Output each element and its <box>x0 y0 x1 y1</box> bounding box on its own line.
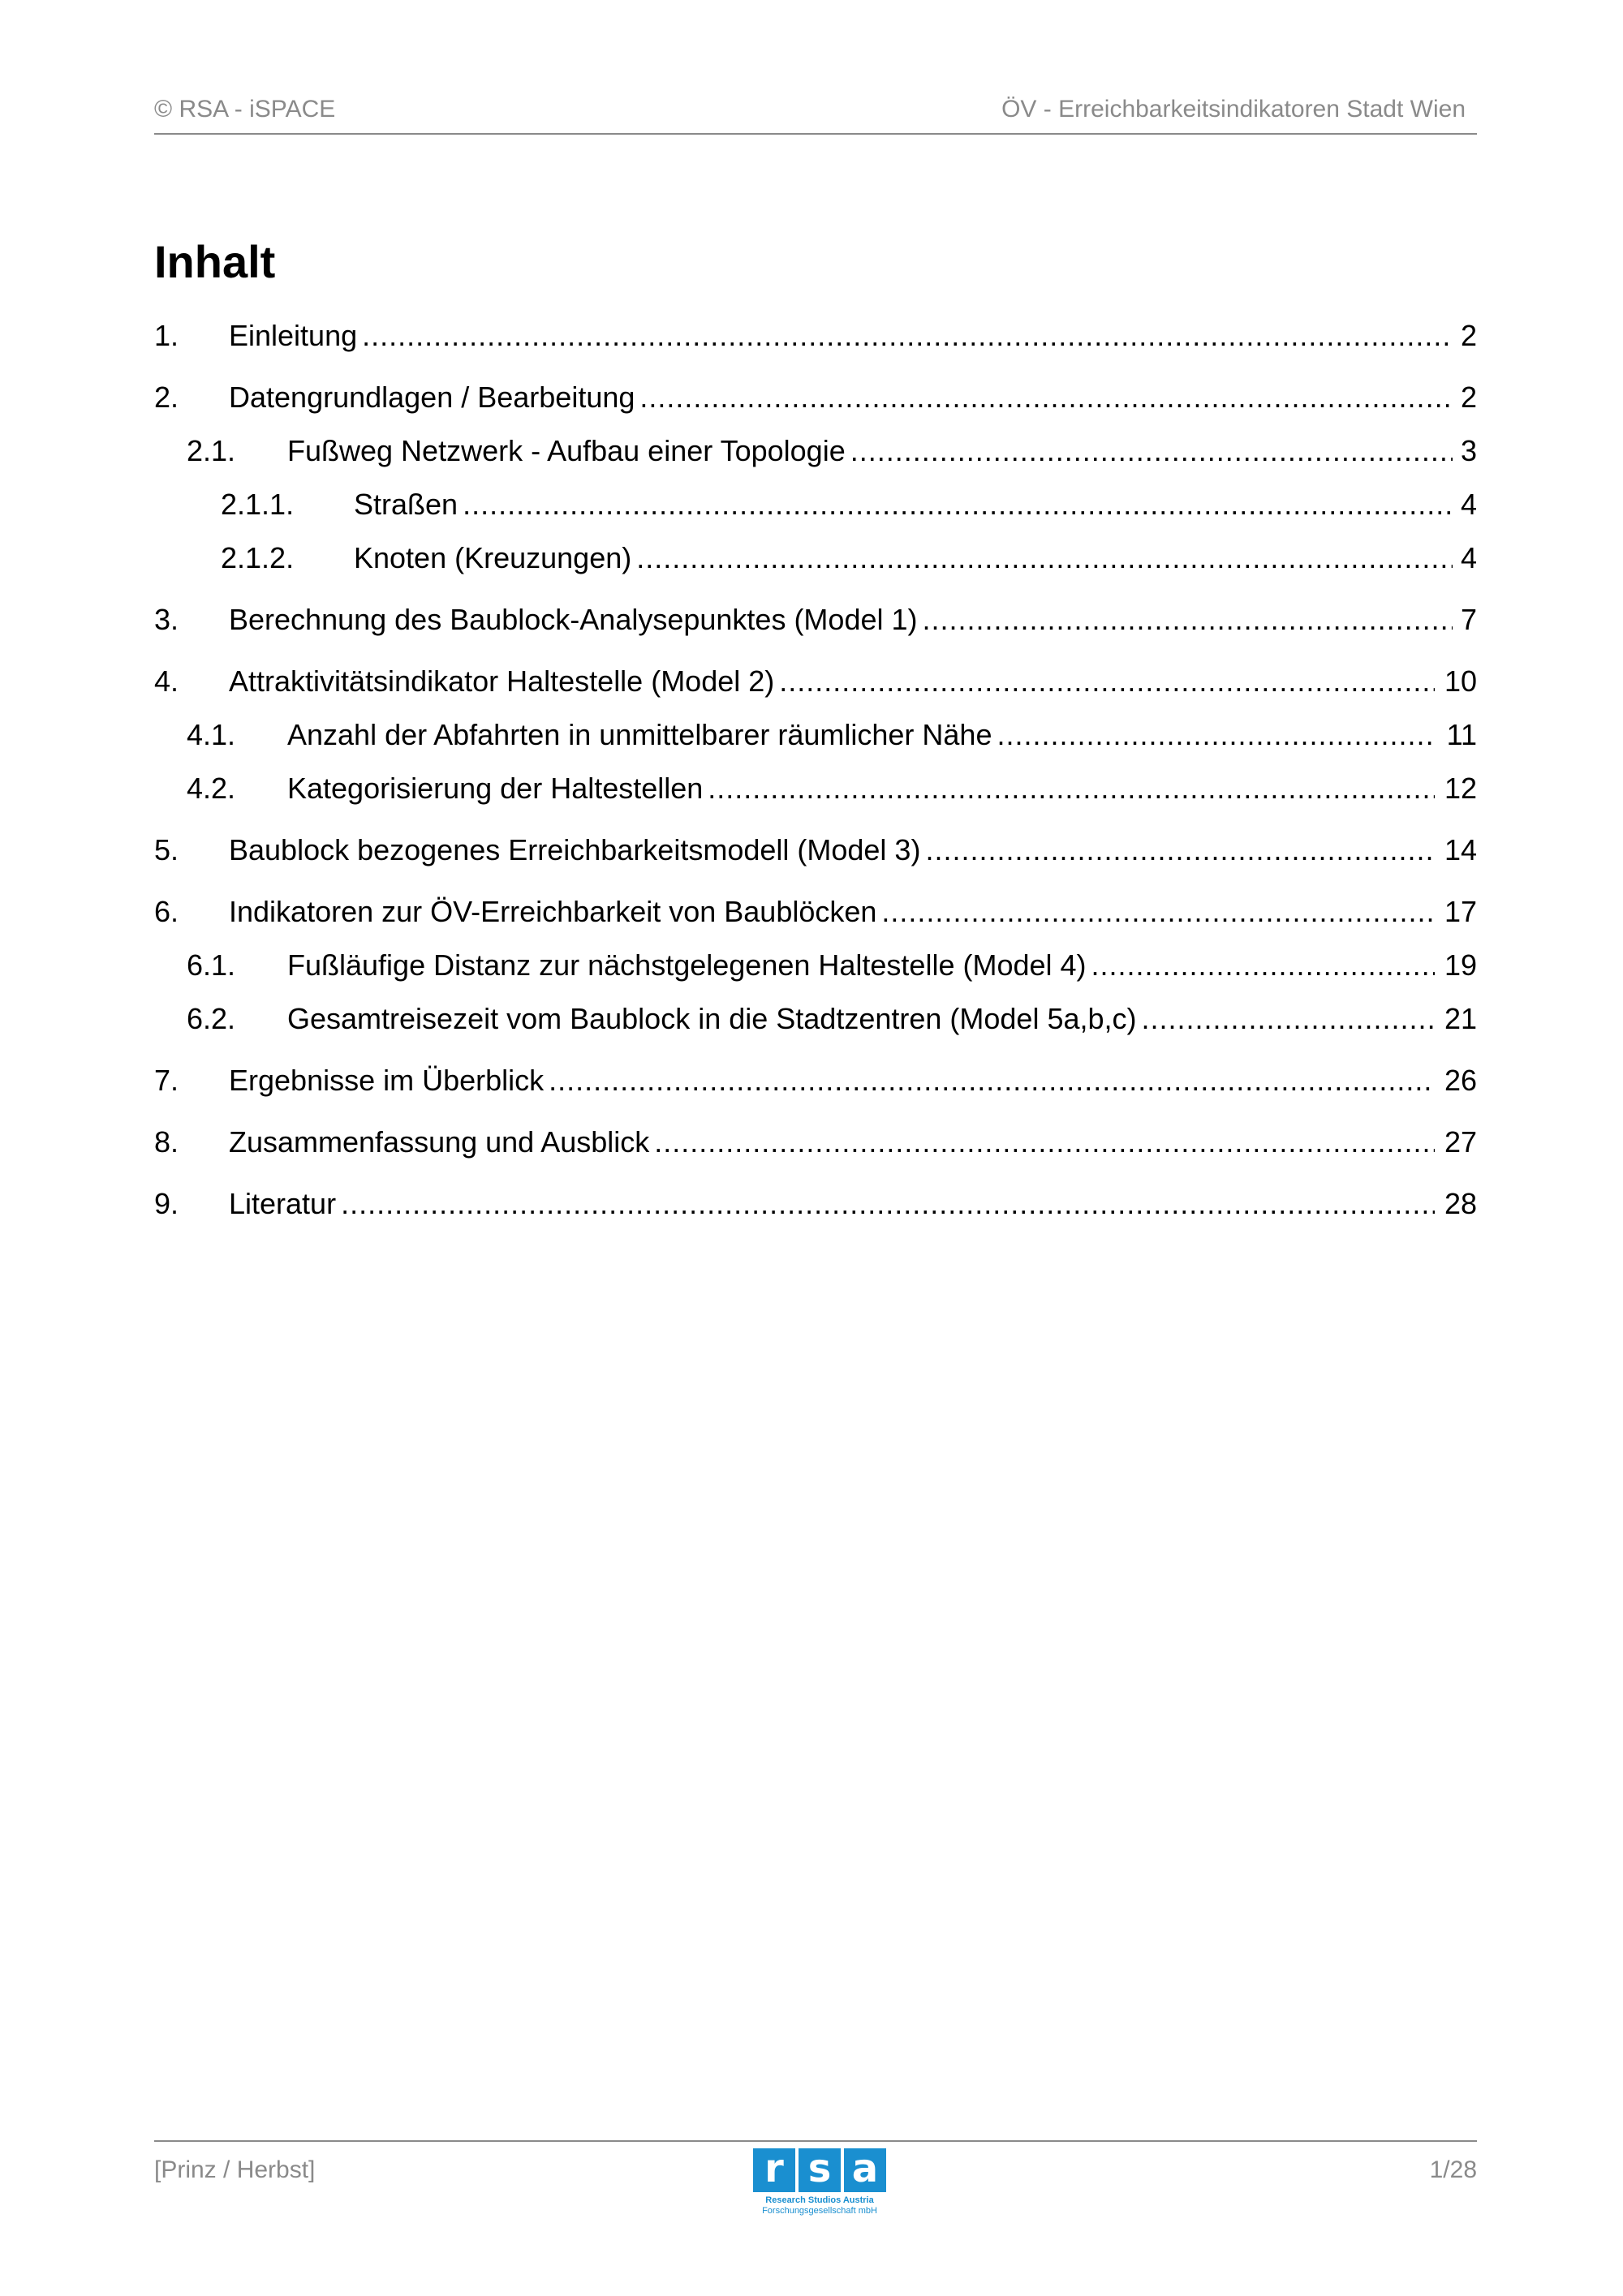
toc-title: Einleitung <box>229 319 358 352</box>
toc-number: 2. <box>154 381 179 414</box>
toc-entry-6-1[interactable] <box>187 946 1477 985</box>
logo-letter-r: r <box>753 2148 795 2192</box>
toc-title: Gesamtreisezeit vom Baublock in die Stadtzentren (Model 5a,b,c) <box>287 1002 1137 1035</box>
page-header <box>154 96 1477 135</box>
toc-number: 1. <box>154 319 179 352</box>
logo-letter-a: a <box>844 2148 886 2192</box>
toc-leader-dots <box>708 769 1435 808</box>
header-right: ÖV - Erreichbarkeitsindikatoren Stadt Wien <box>1001 96 1466 123</box>
toc-entry-1[interactable] <box>154 316 1477 355</box>
toc-entry-6-2[interactable] <box>187 1000 1477 1038</box>
toc-title: Fußläufige Distanz zur nächstgelegenen Haltestelle (Model 4) <box>287 948 1087 982</box>
toc-entry-5[interactable] <box>154 831 1477 870</box>
toc-heading: Inhalt <box>154 236 276 287</box>
footer-authors: [Prinz / Herbst] <box>154 2156 316 2183</box>
toc-number: 4.1. <box>187 718 236 751</box>
toc-page: 28 <box>1444 1187 1477 1220</box>
page-footer <box>154 2140 1477 2239</box>
toc-entry-4[interactable] <box>154 662 1477 701</box>
toc-entry-6[interactable] <box>154 892 1477 931</box>
toc-page: 2 <box>1460 319 1477 352</box>
toc-entry-2-1-2[interactable] <box>221 539 1477 578</box>
toc-title: Fußweg Netzwerk - Aufbau einer Topologie <box>287 434 846 467</box>
toc-page: 10 <box>1444 664 1477 698</box>
toc-number: 2.1. <box>187 434 236 467</box>
toc-entry-9[interactable] <box>154 1185 1477 1223</box>
toc-number: 4. <box>154 664 179 698</box>
toc-entry-2[interactable] <box>154 378 1477 417</box>
toc-title: Straßen <box>354 488 458 521</box>
toc-leader-dots <box>1142 1000 1436 1038</box>
toc-number: 2.1.1. <box>221 488 295 521</box>
toc-page: 19 <box>1444 948 1477 982</box>
toc-leader-dots <box>639 378 1453 417</box>
toc-leader-dots <box>636 539 1453 578</box>
toc-title: Kategorisierung der Haltestellen <box>287 772 704 805</box>
toc-title: Literatur <box>229 1187 337 1220</box>
toc-entry-8[interactable] <box>154 1123 1477 1162</box>
toc-page: 7 <box>1460 603 1477 636</box>
toc-leader-dots <box>850 432 1453 471</box>
toc-leader-dots <box>1091 946 1435 985</box>
toc-page: 12 <box>1444 772 1477 805</box>
toc-number: 2.1.2. <box>221 541 295 574</box>
toc-page: 4 <box>1460 541 1477 574</box>
toc-number: 9. <box>154 1187 179 1220</box>
page-number: 1/28 <box>1429 2156 1477 2183</box>
toc-title: Zusammenfassung und Ausblick <box>229 1125 650 1159</box>
toc-entry-2-1-1[interactable] <box>221 485 1477 524</box>
toc-leader-dots <box>997 716 1435 755</box>
toc-title: Attraktivitätsindikator Haltestelle (Model 2) <box>229 664 775 698</box>
toc-leader-dots <box>779 662 1435 701</box>
toc-page: 17 <box>1444 895 1477 928</box>
toc-title: Indikatoren zur ÖV-Erreichbarkeit von Baublöcken <box>229 895 877 928</box>
toc-entry-3[interactable] <box>154 600 1477 639</box>
toc-page: 14 <box>1444 833 1477 866</box>
toc-number: 3. <box>154 603 179 636</box>
toc-leader-dots <box>654 1123 1435 1162</box>
toc-title: Datengrundlagen / Bearbeitung <box>229 381 635 414</box>
toc-number: 6.1. <box>187 948 236 982</box>
toc-leader-dots <box>362 316 1453 355</box>
toc-entry-4-2[interactable] <box>187 769 1477 808</box>
rsa-logo <box>753 2148 891 2225</box>
toc-title: Anzahl der Abfahrten in unmittelbarer räumlicher Nähe <box>287 718 992 751</box>
toc-title: Baublock bezogenes Erreichbarkeitsmodell (Model 3) <box>229 833 921 866</box>
logo-subtitle-2: Forschungsgesellschaft mbH <box>762 2206 877 2216</box>
toc-title: Knoten (Kreuzungen) <box>354 541 632 574</box>
toc-leader-dots <box>549 1061 1435 1100</box>
toc-title: Ergebnisse im Überblick <box>229 1064 545 1097</box>
toc-number: 4.2. <box>187 772 236 805</box>
toc-leader-dots <box>463 485 1453 524</box>
logo-subtitle-1: Research Studios Austria <box>765 2195 874 2205</box>
toc-page: 11 <box>1446 718 1477 751</box>
toc-number: 6. <box>154 895 179 928</box>
toc-number: 8. <box>154 1125 179 1159</box>
toc-page: 3 <box>1460 434 1477 467</box>
toc-leader-dots <box>881 892 1435 931</box>
toc-number: 6.2. <box>187 1002 236 1035</box>
logo-letter-s: s <box>799 2148 841 2192</box>
toc-number: 5. <box>154 833 179 866</box>
toc-entry-2-1[interactable] <box>187 432 1477 471</box>
toc-page: 2 <box>1460 381 1477 414</box>
toc-entry-4-1[interactable] <box>187 716 1477 755</box>
toc-page: 21 <box>1444 1002 1477 1035</box>
toc-title: Berechnung des Baublock-Analysepunktes (Model 1) <box>229 603 918 636</box>
toc-entry-7[interactable] <box>154 1061 1477 1100</box>
toc-leader-dots <box>923 600 1453 639</box>
header-left: © RSA - iSPACE <box>154 96 336 123</box>
logo-letters <box>753 2148 886 2192</box>
toc-number: 7. <box>154 1064 179 1097</box>
toc-page: 26 <box>1444 1064 1477 1097</box>
toc-leader-dots <box>341 1185 1435 1223</box>
toc-leader-dots <box>925 831 1435 870</box>
toc-page: 4 <box>1460 488 1477 521</box>
toc-page: 27 <box>1444 1125 1477 1159</box>
